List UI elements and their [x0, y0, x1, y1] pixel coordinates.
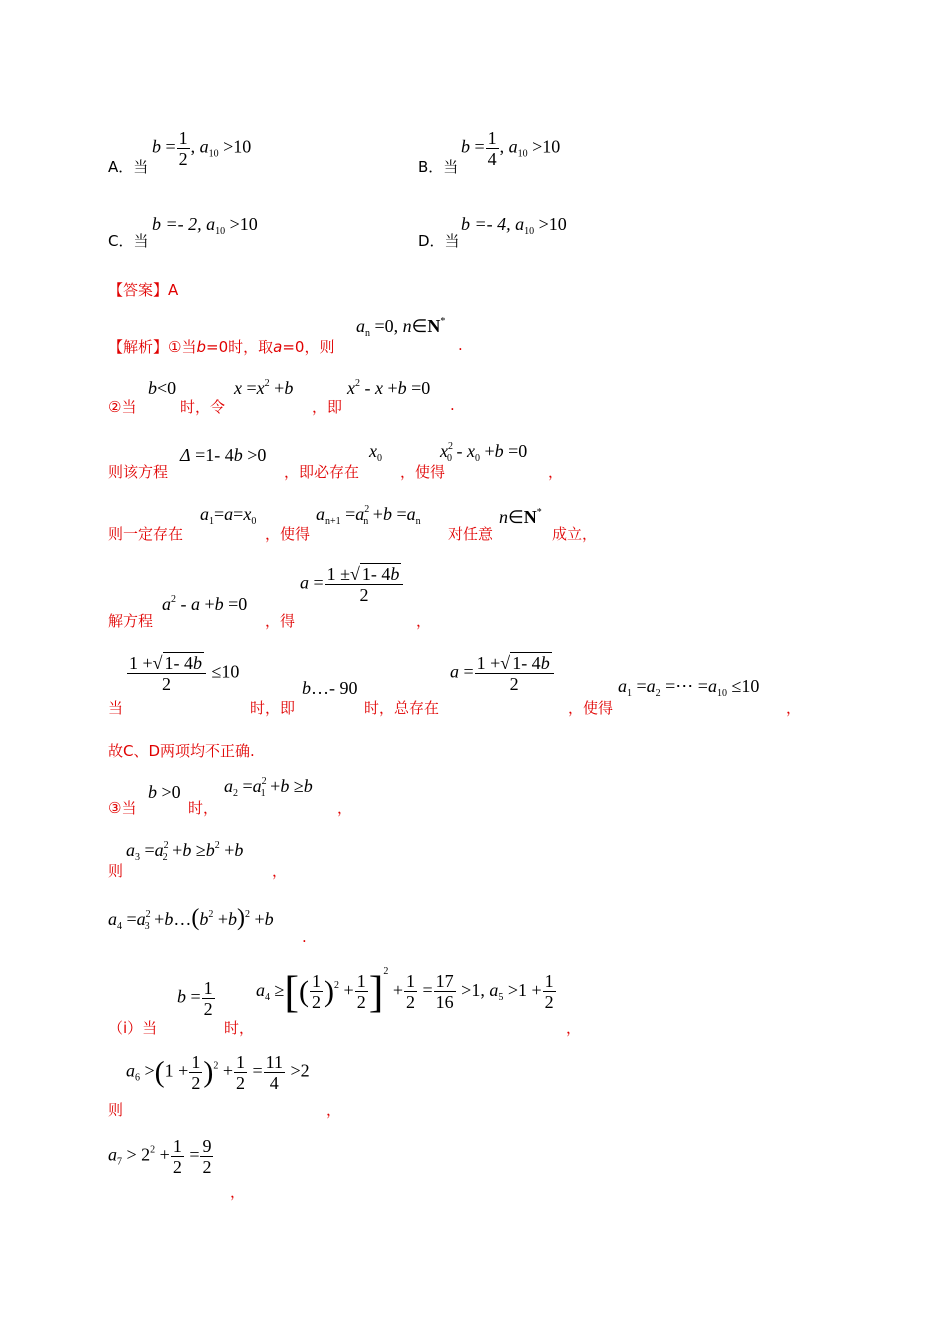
text: 时，令	[180, 398, 226, 416]
text: 时，	[224, 1019, 255, 1037]
text: ，即	[312, 398, 343, 416]
text: 时，总存在	[364, 699, 440, 717]
comma: ，	[337, 799, 353, 817]
option-c-label: C．当	[108, 232, 149, 250]
case-2-label: ②当	[108, 398, 137, 416]
comma: ，	[416, 612, 432, 630]
formula-bound: $\frac{1 +√ 1- 4b}{2}$ ≤10	[129, 653, 240, 694]
formula-a-root: a = $\frac{1 +√ 1- 4b}{2}$	[450, 653, 555, 694]
text: ，使得	[568, 699, 614, 717]
formula-a7: $a_7 > 2^2$ + $\frac{1}{2}$ = $\frac{9}{2}$	[108, 1136, 212, 1177]
comma: ，	[230, 1183, 246, 1201]
text: 则该方程	[108, 463, 169, 481]
text: ，使得	[400, 463, 446, 481]
text: ，得	[265, 612, 296, 630]
text: 解方程	[108, 612, 154, 630]
formula-b-half: b = $\frac{1}{2}$	[177, 978, 213, 1019]
option-a-formula: b = $\frac{1}{2}$ , $a_{10} >10$	[152, 128, 252, 169]
formula-x0-quadratic: $x^2_0 - x_0 +b =0$	[440, 441, 528, 464]
formula-quadratic: $x^2 - x +b =0$	[347, 378, 431, 398]
option-b-formula: b = $\frac{1}{4}$ , $a_{10} >10$	[461, 128, 561, 169]
analysis-line-1: 【解析】①当b=0时，取a=0，则	[108, 338, 335, 356]
formula-recurrence: $a_{n+1} =a^2_n +b =a_n$	[316, 504, 421, 527]
period: .	[302, 928, 307, 946]
formula-b-gt-0: b >0	[148, 782, 181, 802]
text: 时，即	[250, 699, 296, 717]
text: ，使得	[265, 525, 311, 543]
formula-b-lt-0: b<0	[148, 378, 177, 398]
answer-value: A	[168, 281, 179, 299]
comma: ，	[786, 699, 802, 717]
text: 当	[108, 699, 124, 717]
option-d-formula: b =- 4, $a_{10} >10$	[461, 214, 567, 237]
case-i-label: （ⅰ）当	[108, 1019, 158, 1037]
formula-a3: $a_3 =a^2_2 +b \ge b^2 +b$	[126, 840, 244, 863]
comma: ，	[326, 1101, 342, 1119]
formula-a2: $a_2 =a^2_1 +b \ge b$	[224, 776, 313, 799]
formula-b-ge-90: b…- 90	[302, 678, 358, 698]
text: ，即必存在	[284, 463, 360, 481]
text: 则一定存在	[108, 525, 184, 543]
option-d-label: D．当	[418, 232, 460, 250]
formula-an-zero: $a_n =0$, n∈N*	[356, 316, 446, 339]
formula-a4: $a_4 =a^2_3$ $+b\dots(b^2 +b)^2 +b$	[108, 905, 274, 932]
formula-a-quadratic: $a^2 - a +b =0$	[162, 594, 248, 614]
answer-tag: 【答案】	[108, 281, 169, 299]
formula-a1-eq-x0: $a_1=a=x_0$	[200, 504, 257, 527]
formula-a4-estimate: $a_4$ ≥[( $\frac{1}{2}$ )$^2$ + $\frac{1}{2}$ ]$^2$ + $\frac{1}{2}$ = $\frac{17}{16}$ >1, $a_5 >1$ + $\frac{1}{2}$	[256, 966, 554, 1017]
formula-x0: $x_0$	[369, 441, 382, 464]
case-3-label: ③当	[108, 799, 137, 817]
answer-line	[108, 279, 178, 300]
option-c-formula: b =- 2, $a_{10} >10$	[152, 214, 258, 237]
conclusion-cd: 故C、D两项均不正确.	[108, 742, 255, 760]
formula-a1-to-a10: $a_1 =a_2$ =⋯ $=a_{10} \le 10$	[618, 676, 760, 699]
formula-n-in-N: n∈N*	[499, 507, 542, 527]
text: 对任意	[448, 525, 494, 543]
formula-a6: $a_6 >(1$ + $\frac{1}{2}$ )$^2$ + $\frac{1}{2}$ = $\frac{11}{4}$ >2	[126, 1052, 310, 1093]
period: .	[458, 336, 463, 354]
text: 时，	[188, 799, 219, 817]
period: .	[450, 396, 455, 414]
comma: ，	[548, 463, 564, 481]
option-b-label: B．当	[418, 158, 459, 176]
comma: ，	[272, 862, 288, 880]
text: 则	[108, 1101, 124, 1119]
text: 成立，	[552, 525, 598, 543]
comma: ，	[566, 1019, 582, 1037]
option-a-label: A．当	[108, 158, 149, 176]
formula-discriminant: Δ =1- 4b >0	[180, 445, 267, 465]
analysis-tag: 【解析】	[108, 338, 169, 356]
text: 则	[108, 862, 124, 880]
formula-x-eq: $x =x^2 +b$	[234, 378, 294, 398]
formula-a-solution: a = $\frac{1 \pm√ 1- 4b}{2}$	[300, 564, 404, 605]
